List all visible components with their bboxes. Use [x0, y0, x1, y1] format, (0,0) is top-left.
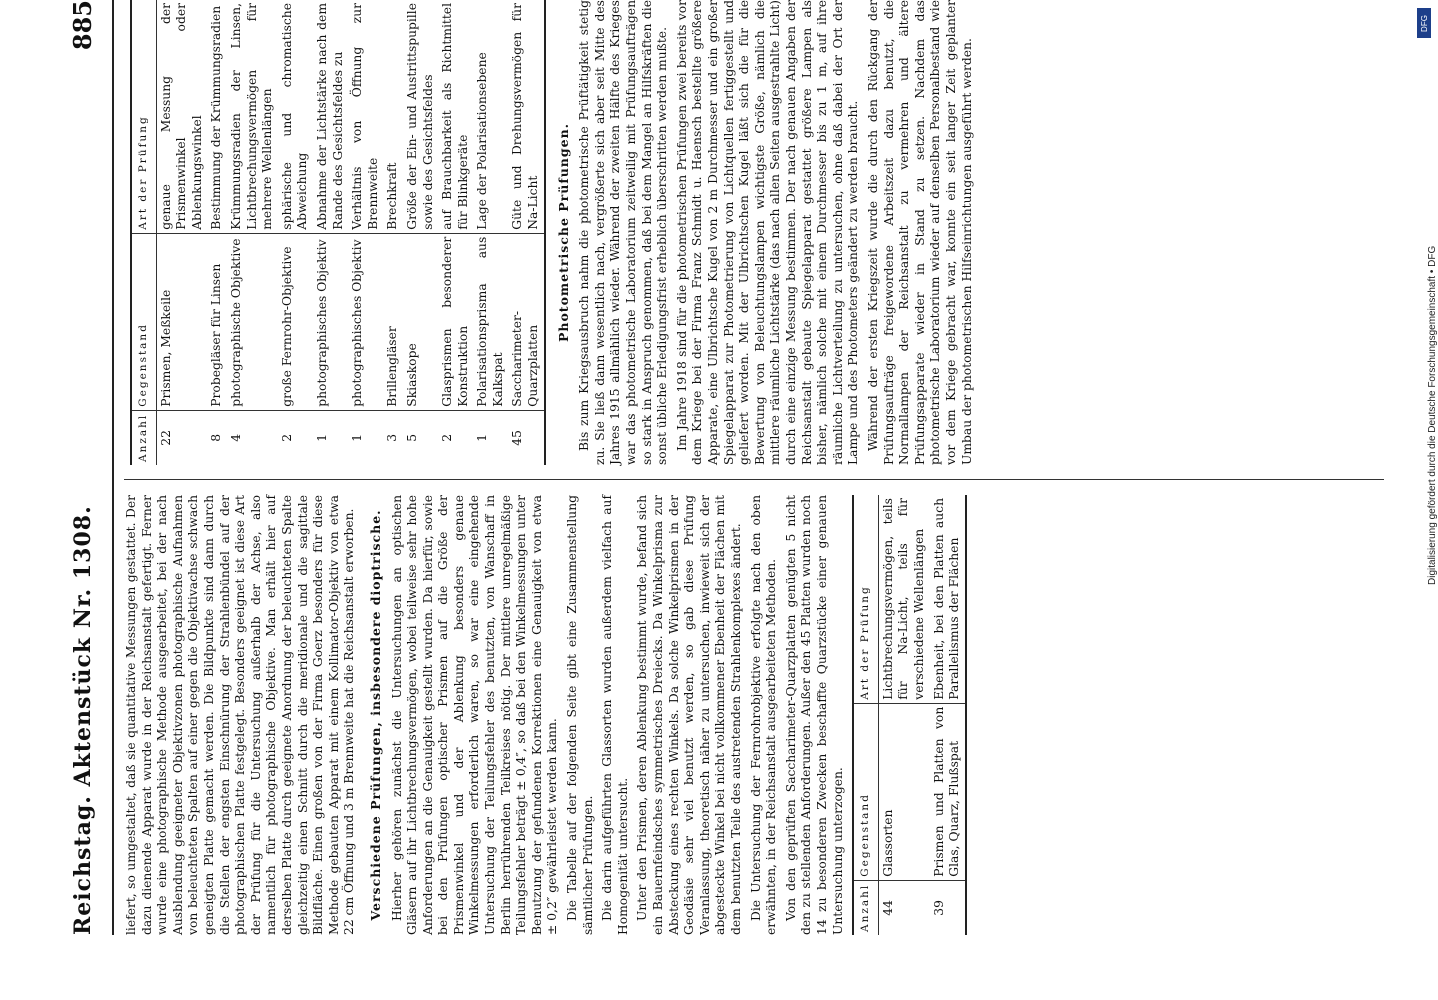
digitization-note: Digitalisierung gefördert durch die Deutsche Forschungsgemeinschaft • DFG: [1427, 245, 1438, 585]
row-object: Prismen und Platten von Glas, Quarz, Flußspat: [930, 703, 966, 880]
table-row: [383, 0, 403, 465]
intro-paragraph: liefert, so umgestaltet, daß sie quantitative Messungen gestattet. Der dazu dienende Apparat wurde in der Reichsanstalt gefertigt. Ferner wurde eine photographische Methode ausgearbeitet, bei der nach Ausblendung geeigneter Objektivzonen photographische Aufnahmen von beleuchteten Spalten auf einer gegen die Objektivachse schwach geneigten Platte gemacht werden. Die Bildpunkte sind dann durch die Stellen der engsten Einschnürung der Strahlenbündel auf der photographischen Platte festgelegt. Besonders geeignet ist diese Art der Prüfung für die Untersuchung außerhalb der Achse, also namentlich für photographische Objektive. Man erhält hier auf derselben Platte durch geeignete Anordnung der beleuchteten Spalte gleichzeitig einen Schnitt durch die meridionale und die sagittale Bildfläche. Einen großen von der Firma Goerz besonders für diese Methode gebauten Apparat mit einem Kollimator-Objektiv von etwa 22 cm Öffnung und 3 m Brennweite hat die Reichsanstalt erworben.: [124, 495, 357, 935]
header-test: Art der Prüfung: [853, 495, 878, 703]
table-row: [348, 0, 383, 465]
page-number: 885: [68, 0, 97, 51]
table-row: [508, 0, 544, 465]
row-test: Verhältnis von Öffnung zur Brennweite: [348, 0, 383, 233]
paragraph: Die Untersuchung der Fernrohrobjektive erfolgte nach den oben erwähnten, in der Reichsanstalt ausgearbeiteten Methoden.: [748, 495, 779, 935]
paragraph: Die Tabelle auf der folgenden Seite gibt eine Zusammenstellung sämtlicher Prüfungen.: [565, 495, 595, 935]
header-object: Gegenstand: [853, 703, 878, 880]
row-object: photographisches Objektiv: [313, 233, 348, 410]
paragraph: Im Jahre 1918 sind für die photometrischen Prüfungen zwei bereits vor dem Kriege bei der Firma Franz Schmidt u. Haensch bestellte größere Apparate, eine Ulbrichtsche Kugel von 2 m Durchmesser und ein großer Spiegelapparat zur Photometrierung von Lichtquellen fertiggestellt und geliefert worden. Mit der Ulbrichtschen Kugel läßt sich die für die Bewertung von Beleuchtungslampen wichtigste Größe, nämlich die mittlere räumliche Lichtstärke (das nach allen Seiten ausgestrahlte Licht) durch eine einzige Messung bestimmen. Der nach genauen Angaben der Reichsanstalt gebaute Spiegelapparat gestattet größere Lampen als bisher, nämlich solche mit einem Durchmesser bis zu 1 m, auf ihre räumliche Lichtverteilung zu untersuchen, ohne daß dabei der Ort der Lampe und des Photometers geändert zu werden braucht.: [674, 0, 861, 465]
paragraph: Während der ersten Kriegszeit wurde die durch den Rückgang der Prüfungsaufträge freigewordene Arbeitszeit dazu benutzt, die Normallampen der Reichsanstalt zu vermehren und ältere Prüfungsapparate wieder in Stand zu setzen. Nachdem das photometrische Laboratorium wieder auf denselben Personalbestand wie vor dem Kriege gebracht war, konnte ein seit langer Zeit geplanter Umbau der photometrischen Hilfseinrichtungen ausgeführt werden.: [865, 0, 974, 465]
rotated-sheet: [64, 0, 999, 935]
right-column: [124, 0, 1384, 465]
row-count: 45: [510, 430, 525, 446]
row-object: photographische Objektive: [227, 233, 278, 410]
page-header: [64, 0, 124, 935]
row-count: 2: [279, 433, 294, 442]
tests-table: [130, 0, 546, 465]
row-test: auf Brauchbarkeit als Richtmittel für Blinkgeräte: [438, 0, 473, 233]
row-count: 44: [880, 900, 895, 916]
table-row: [878, 495, 929, 935]
row-count: 22: [158, 430, 173, 446]
header-count: Anzahl: [853, 880, 878, 935]
row-test: Güte und Drehungsvermögen für Na-Licht: [508, 0, 544, 233]
row-count: 4: [228, 433, 243, 442]
row-test: Lage der Polarisationsebene: [473, 0, 508, 233]
header-rule: [112, 0, 114, 935]
row-object: Probegläser für Linsen: [207, 233, 227, 410]
row-test: Ebenheit, bei den Platten auch Parallelismus der Flächen: [930, 495, 966, 703]
heading-photometric: Photometrische Prüfungen.: [555, 122, 571, 343]
row-test: Abnahme der Lichtstärke nach dem Rande des Gesichtsfeldes zu: [313, 0, 348, 233]
header-test: Art der Prüfung: [131, 0, 156, 233]
table-row: [156, 0, 207, 465]
row-object: Prismen, Meßkeile: [156, 233, 207, 410]
row-object: Glassorten: [878, 703, 929, 880]
row-object: große Fernrohr-Objektive: [278, 233, 313, 410]
row-test: Bestimmung der Krümmungsradien: [207, 0, 227, 233]
row-object: Brillengläser: [383, 233, 403, 410]
row-count: 1: [314, 433, 329, 442]
row-test: sphärische und chromatische Abweichung: [278, 0, 313, 233]
table-row: [930, 495, 966, 935]
row-count: 1: [475, 433, 490, 442]
paragraph: Von den geprüften Saccharimeter-Quarzplatten genügten 5 nicht den zu stellenden Anforderungen. Außer den 45 Platten wurden noch 14 zu besonderen Zwecken beschaffte Quarzstücke einer genauen Untersuchung unterzogen.: [783, 495, 845, 935]
table-row: [227, 0, 278, 465]
paragraph: Die darin aufgeführten Glassorten wurden außerdem vielfach auf Homogenität untersucht.: [600, 495, 630, 935]
column-divider: [124, 479, 1384, 480]
header-object: Gegenstand: [131, 233, 156, 410]
row-count: 5: [404, 433, 419, 442]
table-row: [438, 0, 473, 465]
row-test: Größe der Ein- und Austrittspupille sowie des Gesichtsfeldes: [403, 0, 438, 233]
page-content: [64, 0, 1389, 935]
row-count: 1: [350, 433, 365, 442]
table-row: [278, 0, 313, 465]
paragraph: Bis zum Kriegsausbruch nahm die photometrische Prüftätigkeit stetig zu. Sie ließ dann wesentlich nach, vergrößerte sich aber seit Mitte des Jahres 1915 allmählich wieder. Während der zweiten Hälfte des Krieges war das photometrische Laboratorium zeitweilig mit Prüfungsaufträgen so stark in Anspruch genommen, daß bei dem Mangel an Hilfskräften die sonst übliche Erledigungsfrist erheblich überschritten werden mußte.: [577, 0, 670, 465]
row-object: Saccharimeter-Quarzplatten: [508, 233, 544, 410]
row-count: 8: [209, 433, 224, 442]
row-object: Polarisationsprisma aus Kalkspat: [473, 233, 508, 410]
row-test: genaue Messung der Prismenwinkel oder Ablenkungswinkel: [156, 0, 207, 233]
header-count: Anzahl: [131, 410, 156, 465]
left-column: [124, 495, 1384, 935]
running-title: Reichstag. Aktenstück Nr. 1308.: [70, 505, 96, 935]
tests-table-continued: [852, 495, 967, 935]
row-object: photographisches Objektiv: [348, 233, 383, 410]
dfg-logo: DFG: [1417, 8, 1431, 38]
row-object: Glasprismen besonderer Konstruktion: [438, 233, 473, 410]
table-row: [207, 0, 227, 465]
row-count: 39: [931, 900, 946, 916]
row-count: 2: [440, 433, 455, 442]
heading-dioptric: Verschiedene Prüfungen, insbesondere dioptrische.: [367, 509, 383, 921]
paragraph: Unter den Prismen, deren Ablenkung bestimmt wurde, befand sich ein Bauernfeindsches symmetrisches Dreiecks. Da Winkelprisma zur Absteckung eines rechten Winkels. Da solche Winkelprismen in der Geodäsie sehr viel benutzt werden, so gab diese Prüfung Veranlassung, theoretisch näher zu untersuchen, inwieweit sich der abgesteckte Winkel bei nicht vollkommener Ebenheit der Flächen mit dem benutzten Teile des austretenden Strahlenkomplexes ändert.: [635, 495, 743, 935]
paragraph: Hierher gehören zunächst die Untersuchungen an optischen Gläsern auf ihr Lichtbrechungsvermögen, wobei teilweise sehr hohe Anforderungen an die Genauigkeit gestellt wurden. Da hierfür, sowie bei den Prüfungen optischer Prismen auf die Größe der Prismenwinkel und der Ablenkung besonders genaue Winkelmessungen erforderlich waren, so war eine eingehende Untersuchung der Teilungsfehler des benutzten, von Wanschaff in Berlin herrührenden Teilkreises nötig. Der mittlere unregelmäßige Teilungsfehler beträgt ± 0,4″, so daß bei den Winkelmessungen unter Benutzung der gefundenen Korrektionen eine Genauigkeit von etwa ± 0,2″ gewährleistet werden kann.: [389, 495, 560, 935]
row-test: Krümmungsradien der Linsen, Lichtbrechungsvermögen für mehrere Wellenlängen: [227, 0, 278, 233]
row-count: 3: [385, 433, 400, 442]
row-test: Lichtbrechungsvermögen, teils für Na-Licht, teils für verschiedene Wellenlängen: [878, 495, 929, 703]
row-test: Brechkraft: [383, 0, 403, 233]
table-row: [403, 0, 438, 465]
row-object: Skiaskope: [403, 233, 438, 410]
table-row: [473, 0, 508, 465]
table-row: [313, 0, 348, 465]
